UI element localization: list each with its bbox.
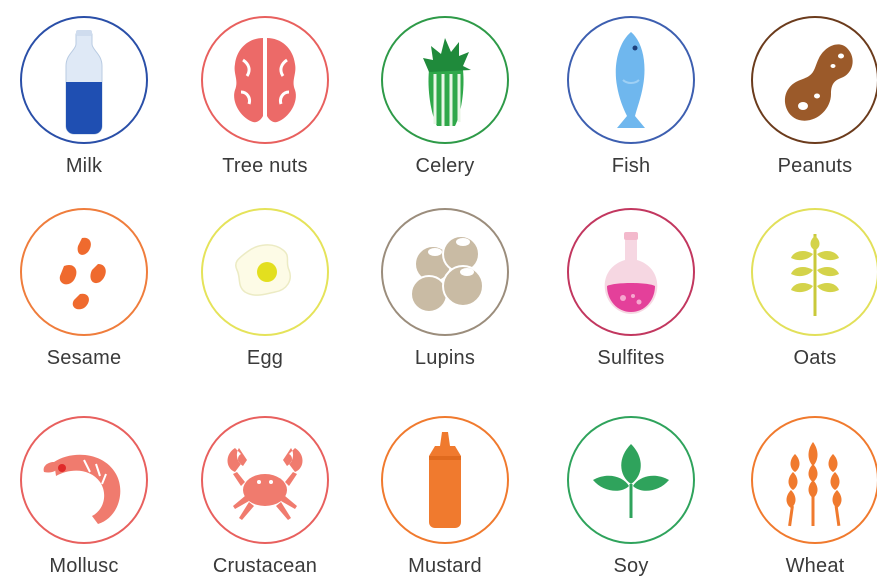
allergen-tree-nuts	[195, 16, 335, 178]
allergen-label: Oats	[793, 347, 837, 369]
allergen-label: Soy	[613, 555, 649, 577]
crustacean-ring	[201, 416, 329, 544]
allergen-lupins	[375, 208, 515, 370]
peanut-icon	[755, 20, 875, 140]
allergen-wheat	[745, 416, 877, 578]
allergen-label: Tree nuts	[222, 155, 308, 177]
sesame-ring	[20, 208, 148, 336]
allergen-celery	[375, 16, 515, 178]
allergen-label: Fish	[611, 155, 651, 177]
flask-icon	[571, 212, 691, 332]
sulfites-ring	[567, 208, 695, 336]
mustard-ring	[381, 416, 509, 544]
fish-ring	[567, 16, 695, 144]
milk-ring	[20, 16, 148, 144]
walnut-icon	[205, 20, 325, 140]
allergen-milk	[14, 16, 154, 178]
allergen-peanuts	[745, 16, 877, 178]
celery-ring	[381, 16, 509, 144]
celery-icon	[385, 20, 505, 140]
wheat-ring	[751, 416, 877, 544]
allergen-label: Mustard	[408, 555, 482, 577]
allergen-egg	[195, 208, 335, 370]
mustard-bottle-icon	[385, 420, 505, 540]
allergen-label: Sulfites	[597, 347, 665, 369]
allergen-sulfites	[561, 208, 701, 370]
allergen-mustard	[375, 416, 515, 578]
wheat-icon	[755, 420, 875, 540]
allergen-oats	[745, 208, 877, 370]
fish-icon	[571, 20, 691, 140]
shrimp-icon	[24, 420, 144, 540]
soy-leaves-icon	[571, 420, 691, 540]
soy-ring	[567, 416, 695, 544]
allergen-soy	[561, 416, 701, 578]
allergen-crustacean	[195, 416, 335, 578]
allergen-mollusc	[14, 416, 154, 578]
tree-nuts-ring	[201, 16, 329, 144]
allergen-label: Mollusc	[49, 555, 119, 577]
oats-ring	[751, 208, 877, 336]
allergen-sesame	[14, 208, 154, 370]
allergen-label: Peanuts	[777, 155, 853, 177]
lupins-ring	[381, 208, 509, 336]
allergen-label: Sesame	[46, 347, 122, 369]
egg-ring	[201, 208, 329, 336]
allergen-fish	[561, 16, 701, 178]
mollusc-ring	[20, 416, 148, 544]
allergen-label: Wheat	[785, 555, 845, 577]
allergen-label: Egg	[246, 347, 284, 369]
crab-icon	[205, 420, 325, 540]
allergen-label: Crustacean	[212, 555, 318, 577]
sesame-seeds-icon	[24, 212, 144, 332]
allergen-label: Celery	[415, 155, 475, 177]
lupin-beans-icon	[385, 212, 505, 332]
oat-stalk-icon	[755, 212, 875, 332]
allergen-label: Milk	[65, 155, 103, 177]
allergen-label: Lupins	[414, 347, 476, 369]
fried-egg-icon	[205, 212, 325, 332]
peanuts-ring	[751, 16, 877, 144]
milk-bottle-icon	[24, 20, 144, 140]
